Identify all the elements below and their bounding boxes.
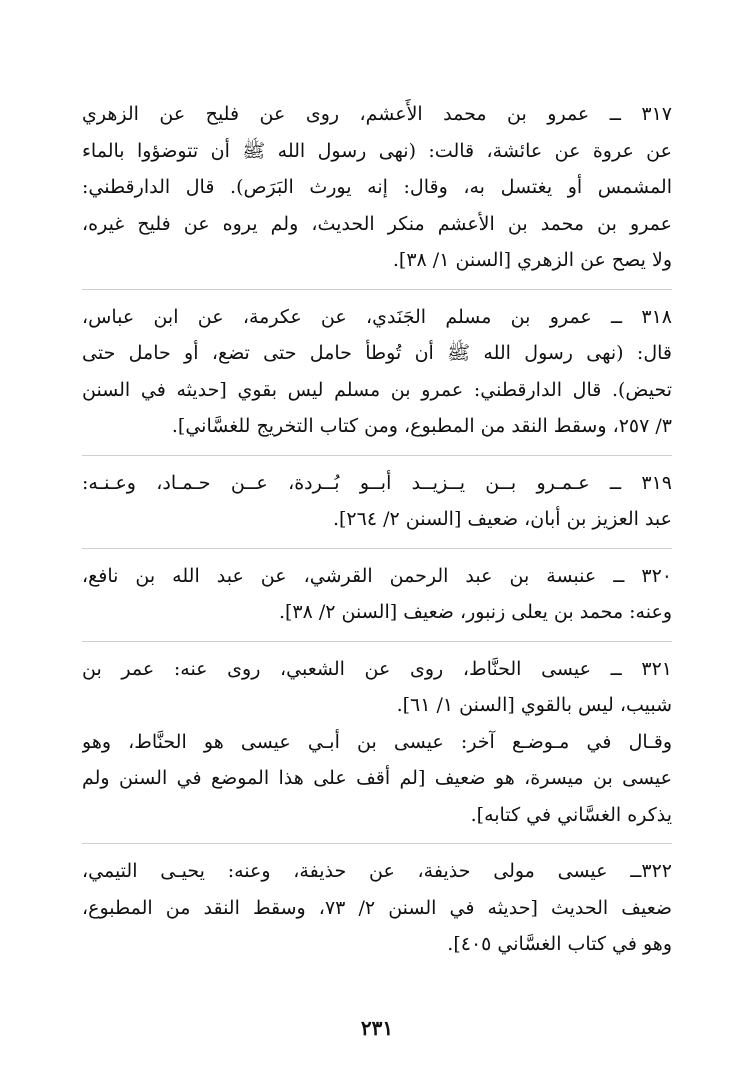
text-line: ٣٢٢ــ عيسى مولى حذيفة، عن حذيفة، وعنه: يحيـى التيمي، bbox=[82, 860, 672, 882]
text-line: وهو في كتاب الغسَّاني ٤٠٥]. bbox=[447, 933, 672, 955]
text-line: ٣١٨ ــ عمرو بن مسلم الجَنَدي، عن عكرمة، عن ابن عباس، bbox=[82, 305, 672, 328]
text-line: قال: (نهى رسول الله ﷺ أن تُوطأ حامل حتى تضع، أو حامل حتى bbox=[82, 342, 672, 364]
text-line: ضعيف الحديث [حديثه في السنن ٢/ ٧٣، وسقط النقد من المطبوع، bbox=[82, 896, 672, 919]
text-line: عيسى بن ميسرة، هو ضعيف [لم أقف على هذا الموضع في السنن ولم bbox=[82, 767, 672, 789]
entry-317 bbox=[82, 96, 672, 285]
text-line: عن عروة عن عائشة، قالت: (نهى رسول الله ﷺ أن تتوضؤوا بالماء bbox=[82, 139, 672, 162]
entry-divider bbox=[82, 548, 672, 550]
text-line: ٣/ ٢٥٧، وسقط النقد من المطبوع، ومن كتاب التخريج للغسَّاني]. bbox=[171, 415, 672, 437]
entry-divider bbox=[82, 289, 672, 291]
text-line: عمرو بن محمد بن الأعشم منكر الحديث، ولم يروه عن فليح غيره، bbox=[82, 212, 672, 235]
page-body bbox=[82, 96, 672, 969]
entry-320 bbox=[82, 558, 672, 637]
text-line: شبيب، ليس بالقوي [السنن ١/ ٦١]. bbox=[396, 694, 672, 716]
entry-divider bbox=[82, 455, 672, 457]
text-line: يذكره الغسَّاني في كتابه]. bbox=[470, 803, 672, 826]
entry-322 bbox=[82, 853, 672, 969]
text-line: ولا يصح عن الزهري [السنن ١/ ٣٨]. bbox=[392, 249, 672, 271]
entry-divider bbox=[82, 641, 672, 643]
text-line: تحيض). قال الدارقطني: عمرو بن مسلم ليس بقوي [حديثه في السنن bbox=[82, 378, 672, 401]
text-line: وقـال في مـوضـع آخر: عيسى بن أبـي عيسى هو الحنَّاط، وهو bbox=[82, 730, 672, 753]
text-line: ٣٢١ ــ عيسى الحنَّاط، روى عن الشعبي، روى عنه: عمر بن bbox=[82, 657, 672, 680]
entry-319 bbox=[82, 465, 672, 544]
text-line: وعنه: محمد بن يعلى زنبور، ضعيف [السنن ٢/ ٣٨]. bbox=[278, 601, 672, 623]
entry-321 bbox=[82, 651, 672, 840]
text-line: ٣٢٠ ــ عنبسة بن عبد الرحمن القرشي، عن عبد الله بن نافع، bbox=[82, 564, 672, 587]
entry-divider bbox=[82, 843, 672, 845]
entry-318 bbox=[82, 299, 672, 451]
text-line: ٣١٩ ــ عـمـرو بــن يــزيــد أبــو بُــردة، عــن حـمـاد، وعـنـه: bbox=[82, 471, 672, 494]
page-number: ٢٣١ bbox=[360, 1016, 394, 1040]
text-line: ٣١٧ ــ عمرو بن محمد الأَعشم، روى عن فليح عن الزهري bbox=[82, 103, 672, 125]
text-line: المشمس أو يغتسل به، وقال: إنه يورث البَرَص). قال الدارقطني: bbox=[82, 176, 672, 198]
text-line: عبد العزيز بن أبان، ضعيف [السنن ٢/ ٢٦٤]. bbox=[332, 508, 672, 530]
